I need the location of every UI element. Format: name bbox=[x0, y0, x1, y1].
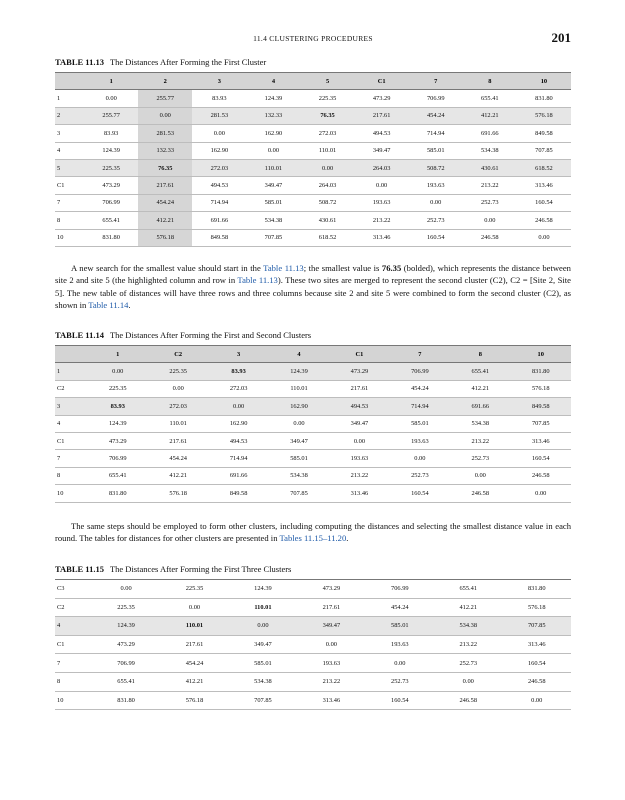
table-cell: 76.35 bbox=[138, 159, 192, 176]
table-cell: 0.00 bbox=[112, 368, 124, 376]
table-row bbox=[55, 229, 571, 246]
table-cell: 585.01 bbox=[254, 659, 272, 667]
table-row bbox=[55, 194, 571, 211]
column-header: 1 bbox=[88, 346, 148, 363]
table-cell: 534.38 bbox=[264, 216, 283, 224]
column-header: 5 bbox=[301, 73, 355, 90]
column-header: C2 bbox=[148, 346, 208, 363]
row-label: 10 bbox=[57, 489, 64, 497]
table-cell: 110.01 bbox=[185, 622, 204, 630]
table-cell: 576.18 bbox=[527, 603, 546, 611]
table-cell: 246.58 bbox=[481, 234, 499, 242]
table-cell: 264.03 bbox=[372, 164, 391, 172]
table-cell: 831.80 bbox=[527, 585, 546, 593]
table-cell: 83.93 bbox=[212, 95, 227, 103]
table-cell: 255.77 bbox=[102, 112, 120, 120]
column-header: 10 bbox=[517, 73, 571, 90]
table-cell: 576.18 bbox=[169, 489, 187, 497]
table-cell: 412.21 bbox=[169, 472, 187, 480]
table-cell: 217.61 bbox=[372, 112, 391, 120]
row-label: C1 bbox=[57, 182, 65, 190]
paragraph-1: A new search for the smallest value should start in the Table 11.13; the smallest value is 76.35 (bolded), which represents the distance between site 2 and site 5 (the highlighted column and row in Table 11.13). These two sites are merged to represent the second cluster (C2), C2 = [Site 2, Site 5]. The new table of distances will have three rows and three columns because site 2 and site 5 were combined to form the second cluster (C2), as shown in Table 11.14. bbox=[55, 263, 571, 310]
table-cell: 252.73 bbox=[481, 199, 499, 207]
table-cell: 412.21 bbox=[138, 212, 192, 229]
table-cell: 0.00 bbox=[376, 182, 388, 190]
table-cell: 655.41 bbox=[459, 585, 478, 593]
table-cell: 225.35 bbox=[108, 385, 127, 393]
table-cell: 213.22 bbox=[322, 678, 341, 686]
table-cell: 225.35 bbox=[185, 585, 204, 593]
table-cell: 454.24 bbox=[391, 603, 409, 611]
table-cell: 0.00 bbox=[531, 696, 543, 704]
page-number: 201 bbox=[551, 30, 571, 45]
table-cell: 313.46 bbox=[372, 234, 391, 242]
table-cell: 264.03 bbox=[318, 182, 337, 190]
bold-value: 76.35 bbox=[381, 263, 402, 273]
table-cell: 0.00 bbox=[353, 437, 366, 445]
row-label: 4 bbox=[57, 622, 61, 630]
table-cell: 110.01 bbox=[318, 147, 337, 155]
table-cell: 831.80 bbox=[531, 368, 550, 376]
table-cell: 217.61 bbox=[185, 641, 204, 649]
row-label: 5 bbox=[57, 164, 61, 172]
table-cell: 706.99 bbox=[117, 659, 135, 667]
row-label: 10 bbox=[57, 696, 64, 704]
table-cell: 691.66 bbox=[481, 129, 499, 137]
table-cell: 707.85 bbox=[264, 234, 283, 242]
table-cell: 110.01 bbox=[169, 420, 187, 428]
table-cell: 213.22 bbox=[459, 641, 478, 649]
table-cell: 160.54 bbox=[391, 696, 409, 704]
table-cell: 349.47 bbox=[254, 641, 272, 649]
table-cell: 0.00 bbox=[120, 585, 132, 593]
table-cell: 162.90 bbox=[210, 147, 229, 155]
table-cell: 534.38 bbox=[481, 147, 499, 155]
column-header: 7 bbox=[390, 346, 450, 363]
table-cell: 454.24 bbox=[426, 112, 445, 120]
table-cell: 849.58 bbox=[531, 402, 550, 410]
column-header: 4 bbox=[246, 73, 300, 90]
table-cell: 313.46 bbox=[531, 437, 550, 445]
table-row bbox=[55, 107, 571, 124]
table-cell: 193.63 bbox=[391, 641, 409, 649]
row-label: C1 bbox=[57, 641, 65, 649]
table-cell: 0.00 bbox=[414, 455, 426, 463]
column-header: 10 bbox=[511, 346, 572, 363]
table-cell: 160.54 bbox=[527, 659, 546, 667]
table-cell: 217.61 bbox=[138, 177, 192, 194]
table-cell: 494.53 bbox=[229, 437, 248, 445]
table-row bbox=[55, 617, 571, 636]
table-cell: 252.73 bbox=[426, 216, 445, 224]
table-cell: 0.00 bbox=[257, 622, 269, 630]
table-cell: 281.53 bbox=[138, 125, 192, 142]
table-row bbox=[55, 450, 571, 467]
column-header: 8 bbox=[463, 73, 517, 90]
table-cell: 124.39 bbox=[102, 147, 120, 155]
table-cell: 412.21 bbox=[481, 112, 499, 120]
row-label: 4 bbox=[57, 147, 61, 155]
table-cell: 255.77 bbox=[138, 90, 192, 107]
row-label: 8 bbox=[57, 678, 61, 686]
table-cell: 313.46 bbox=[527, 641, 546, 649]
running-header bbox=[55, 30, 571, 48]
table-cell: 110.01 bbox=[254, 603, 272, 611]
table-cell: 217.61 bbox=[322, 603, 341, 611]
table-cell: 655.41 bbox=[102, 216, 120, 224]
table-cell: 76.35 bbox=[320, 112, 335, 120]
table-cell: 160.54 bbox=[411, 489, 429, 497]
table-row bbox=[55, 691, 571, 710]
table-link[interactable]: Table 11.13 bbox=[237, 275, 278, 286]
table-cell: 213.22 bbox=[372, 216, 391, 224]
table-cell: 0.00 bbox=[484, 216, 496, 224]
table-cell: 714.94 bbox=[426, 129, 445, 137]
table-cell: 473.29 bbox=[117, 641, 135, 649]
table-cell: 313.46 bbox=[350, 489, 369, 497]
table-cell: 831.80 bbox=[108, 489, 127, 497]
table-11-15 bbox=[55, 579, 571, 710]
table-cell: 849.58 bbox=[210, 234, 229, 242]
table-cell: 494.53 bbox=[372, 129, 391, 137]
row-label: C2 bbox=[57, 385, 65, 393]
table-cell: 124.39 bbox=[117, 622, 135, 630]
table-11-13 bbox=[55, 72, 571, 247]
table-cell: 217.61 bbox=[169, 437, 187, 445]
table-cell: 162.90 bbox=[290, 402, 308, 410]
table-cell: 831.80 bbox=[117, 696, 135, 704]
table-cell: 246.58 bbox=[459, 696, 478, 704]
table-cell: 707.85 bbox=[527, 622, 546, 630]
table-cell: 213.22 bbox=[481, 182, 499, 190]
column-header bbox=[55, 73, 84, 90]
table-cell: 534.38 bbox=[254, 678, 272, 686]
table-cell: 0.00 bbox=[233, 402, 245, 410]
column-header: 8 bbox=[450, 346, 510, 363]
table-row bbox=[55, 142, 571, 159]
table-row bbox=[55, 159, 571, 176]
row-label: C2 bbox=[57, 603, 65, 611]
column-header: C1 bbox=[329, 346, 389, 363]
table-row bbox=[55, 363, 571, 380]
table-link[interactable]: Table 11.14 bbox=[88, 299, 129, 310]
table-row bbox=[55, 485, 571, 502]
table-cell: 225.35 bbox=[318, 95, 337, 103]
table-cell: 576.18 bbox=[531, 385, 550, 393]
table-cell: 246.58 bbox=[535, 216, 553, 224]
table-cell: 618.52 bbox=[318, 234, 337, 242]
table-cell: 124.39 bbox=[254, 585, 272, 593]
table-cell: 349.47 bbox=[350, 420, 369, 428]
table-cell: 272.03 bbox=[210, 164, 229, 172]
table-cell: 0.00 bbox=[321, 164, 334, 172]
table-cell: 655.41 bbox=[108, 472, 127, 480]
table-cell: 217.61 bbox=[350, 385, 369, 393]
table-cell: 0.00 bbox=[325, 641, 337, 649]
section-title: 11.4 CLUSTERING PROCEDURES bbox=[253, 34, 373, 43]
column-header bbox=[55, 346, 88, 363]
row-label: 1 bbox=[57, 95, 61, 103]
table-cell: 132.33 bbox=[138, 142, 192, 159]
table-cell: 110.01 bbox=[264, 164, 283, 172]
row-label: C3 bbox=[57, 585, 65, 593]
table-link[interactable]: Table 11.13 bbox=[263, 263, 304, 273]
table-cell: 0.00 bbox=[213, 129, 225, 137]
table-cell: 83.93 bbox=[231, 368, 246, 376]
table-11-14 bbox=[55, 345, 571, 503]
table-cell: 281.53 bbox=[210, 112, 229, 120]
table-row bbox=[55, 580, 571, 599]
table-cell: 576.18 bbox=[185, 696, 204, 704]
table-cell: 349.47 bbox=[264, 182, 283, 190]
table-cell: 313.46 bbox=[322, 696, 341, 704]
table-cell: 252.73 bbox=[459, 659, 478, 667]
table-cell: 706.99 bbox=[391, 585, 409, 593]
table-cell: 246.58 bbox=[527, 678, 546, 686]
table-cell: 576.18 bbox=[535, 112, 553, 120]
table-cell: 849.58 bbox=[229, 489, 248, 497]
table-cell: 430.61 bbox=[318, 216, 337, 224]
table-cell: 691.66 bbox=[210, 216, 229, 224]
table-cell: 0.00 bbox=[172, 385, 184, 393]
table-cell: 473.29 bbox=[322, 585, 341, 593]
table-cell: 714.94 bbox=[210, 199, 229, 207]
table-cell: 83.93 bbox=[103, 129, 119, 137]
table-cell: 473.29 bbox=[102, 182, 120, 190]
table-cell: 707.85 bbox=[290, 489, 308, 497]
table-cell: 454.24 bbox=[411, 385, 429, 393]
table-row bbox=[55, 212, 571, 229]
table-row bbox=[55, 415, 571, 432]
table-cell: 585.01 bbox=[426, 147, 445, 155]
table-cell: 585.01 bbox=[264, 199, 283, 207]
table-cell: 576.18 bbox=[138, 229, 192, 246]
table-cell: 213.22 bbox=[350, 472, 369, 480]
row-label: 4 bbox=[57, 420, 61, 428]
table-cell: 193.63 bbox=[372, 199, 391, 207]
table-11-15-caption bbox=[55, 564, 291, 574]
table-cell: 454.24 bbox=[185, 659, 204, 667]
table-cell: 132.33 bbox=[264, 112, 283, 120]
table-cell: 193.63 bbox=[322, 659, 341, 667]
table-cell: 454.24 bbox=[169, 455, 187, 463]
table-cell: 412.21 bbox=[459, 603, 478, 611]
table-cell: 0.00 bbox=[538, 234, 550, 242]
table-cell: 0.00 bbox=[535, 489, 547, 497]
table-cell: 213.22 bbox=[471, 437, 490, 445]
table-cell: 454.24 bbox=[138, 194, 192, 211]
table-cell: 691.66 bbox=[229, 472, 248, 480]
table-cell: 0.00 bbox=[138, 107, 192, 124]
table-cell: 0.00 bbox=[394, 659, 406, 667]
paragraph-2: The same steps should be employed to form other clusters, including computing the distances and selecting the smallest distance value in each round. The tables for distances for other clusters are presented in Tables 11.15–11.20. bbox=[55, 521, 571, 544]
table-cell: 0.00 bbox=[293, 420, 305, 428]
table-cell: 272.03 bbox=[318, 129, 337, 137]
column-header: 7 bbox=[409, 73, 463, 90]
column-header: 3 bbox=[208, 346, 268, 363]
row-label: 10 bbox=[57, 234, 64, 242]
table-cell: 272.03 bbox=[229, 385, 248, 393]
table-cell: 124.39 bbox=[290, 368, 308, 376]
table-cell: 160.54 bbox=[426, 234, 445, 242]
table-cell: 252.73 bbox=[411, 472, 429, 480]
table-cell: 83.93 bbox=[110, 402, 125, 410]
table-11-14-caption bbox=[55, 330, 311, 340]
row-label: 7 bbox=[57, 199, 61, 207]
table-cell: 162.90 bbox=[229, 420, 248, 428]
table-cell: 193.63 bbox=[411, 437, 429, 445]
table-cell: 714.94 bbox=[411, 402, 429, 410]
table-cell: 430.61 bbox=[481, 164, 499, 172]
row-label: 1 bbox=[57, 368, 61, 376]
table-cell: 849.58 bbox=[535, 129, 553, 137]
table-row bbox=[55, 635, 571, 654]
table-cell: 272.03 bbox=[169, 402, 187, 410]
table-cell: 473.29 bbox=[108, 437, 127, 445]
table-cell: 193.63 bbox=[426, 182, 445, 190]
table-cell: 707.85 bbox=[535, 147, 553, 155]
table-cell: 225.35 bbox=[102, 164, 120, 172]
table-cell: 534.38 bbox=[459, 622, 478, 630]
table-cell: 618.52 bbox=[535, 164, 553, 172]
table-cell: 246.58 bbox=[471, 489, 490, 497]
table-cell: 508.72 bbox=[318, 199, 337, 207]
table-cell: 193.63 bbox=[350, 455, 369, 463]
table-cell: 349.47 bbox=[322, 622, 341, 630]
table-cell: 0.00 bbox=[462, 678, 474, 686]
table-row bbox=[55, 467, 571, 484]
table-title: The Distances After Forming the First Three Clusters bbox=[109, 564, 292, 574]
table-cell: 706.99 bbox=[426, 95, 445, 103]
table-cell: 225.35 bbox=[169, 368, 187, 376]
table-cell: 349.47 bbox=[290, 437, 308, 445]
table-row bbox=[55, 672, 571, 691]
table-row bbox=[55, 125, 571, 142]
table-label: TABLE 11.13 bbox=[55, 57, 104, 67]
table-cell: 124.39 bbox=[108, 420, 127, 428]
table-cell: 494.53 bbox=[210, 182, 229, 190]
table-cell: 246.58 bbox=[531, 472, 550, 480]
row-label: 2 bbox=[57, 112, 61, 120]
table-cell: 110.01 bbox=[290, 385, 308, 393]
table-row bbox=[55, 380, 571, 397]
table-cell: 124.39 bbox=[264, 95, 283, 103]
column-header: 4 bbox=[269, 346, 329, 363]
table-cell: 707.85 bbox=[531, 420, 550, 428]
table-link[interactable]: Tables 11.15–11.20 bbox=[279, 533, 347, 544]
table-row bbox=[55, 598, 571, 617]
table-cell: 706.99 bbox=[411, 368, 429, 376]
table-cell: 691.66 bbox=[471, 402, 490, 410]
row-label: 7 bbox=[57, 455, 61, 463]
table-row bbox=[55, 654, 571, 673]
column-header: 1 bbox=[84, 73, 138, 90]
table-cell: 473.29 bbox=[350, 368, 369, 376]
table-cell: 0.00 bbox=[267, 147, 280, 155]
row-label: 8 bbox=[57, 472, 61, 480]
table-cell: 655.41 bbox=[117, 678, 135, 686]
row-label: 8 bbox=[57, 216, 61, 224]
table-cell: 706.99 bbox=[108, 455, 127, 463]
table-cell: 0.00 bbox=[188, 603, 201, 611]
table-cell: 160.54 bbox=[531, 455, 550, 463]
row-label: C1 bbox=[57, 437, 65, 445]
table-row bbox=[55, 90, 571, 107]
table-cell: 831.80 bbox=[102, 234, 120, 242]
table-label: TABLE 11.14 bbox=[55, 330, 104, 340]
table-cell: 473.29 bbox=[372, 95, 391, 103]
table-label: TABLE 11.15 bbox=[55, 564, 104, 574]
table-cell: 349.47 bbox=[372, 147, 391, 155]
table-cell: 225.35 bbox=[117, 603, 135, 611]
table-cell: 162.90 bbox=[264, 129, 283, 137]
row-label: 3 bbox=[57, 402, 61, 410]
table-cell: 706.99 bbox=[102, 199, 120, 207]
table-cell: 160.54 bbox=[535, 199, 553, 207]
table-cell: 585.01 bbox=[391, 622, 409, 630]
table-cell: 412.21 bbox=[185, 678, 204, 686]
table-cell: 585.01 bbox=[290, 455, 308, 463]
table-cell: 494.53 bbox=[350, 402, 369, 410]
table-cell: 655.41 bbox=[471, 368, 490, 376]
table-cell: 412.21 bbox=[471, 385, 490, 393]
table-cell: 831.80 bbox=[535, 95, 553, 103]
table-cell: 714.94 bbox=[229, 455, 248, 463]
table-row bbox=[55, 398, 571, 415]
table-cell: 0.00 bbox=[474, 472, 486, 480]
table-cell: 0.00 bbox=[430, 199, 442, 207]
table-11-13-caption bbox=[55, 57, 266, 67]
table-row bbox=[55, 177, 571, 194]
table-cell: 508.72 bbox=[426, 164, 445, 172]
row-label: 7 bbox=[57, 659, 61, 667]
table-cell: 252.73 bbox=[471, 455, 490, 463]
table-cell: 534.38 bbox=[471, 420, 490, 428]
table-cell: 534.38 bbox=[290, 472, 308, 480]
table-title: The Distances After Forming the First Cluster bbox=[109, 57, 267, 67]
column-header: C1 bbox=[355, 73, 409, 90]
table-cell: 655.41 bbox=[481, 95, 499, 103]
column-header: 3 bbox=[192, 73, 246, 90]
table-cell: 585.01 bbox=[411, 420, 429, 428]
table-cell: 707.85 bbox=[254, 696, 272, 704]
table-row bbox=[55, 432, 571, 449]
table-cell: 0.00 bbox=[105, 95, 117, 103]
table-title: The Distances After Forming the First and Second Clusters bbox=[109, 330, 312, 340]
table-cell: 313.46 bbox=[535, 182, 553, 190]
row-label: 3 bbox=[57, 129, 61, 137]
table-cell: 252.73 bbox=[391, 678, 409, 686]
column-header: 2 bbox=[138, 73, 192, 90]
